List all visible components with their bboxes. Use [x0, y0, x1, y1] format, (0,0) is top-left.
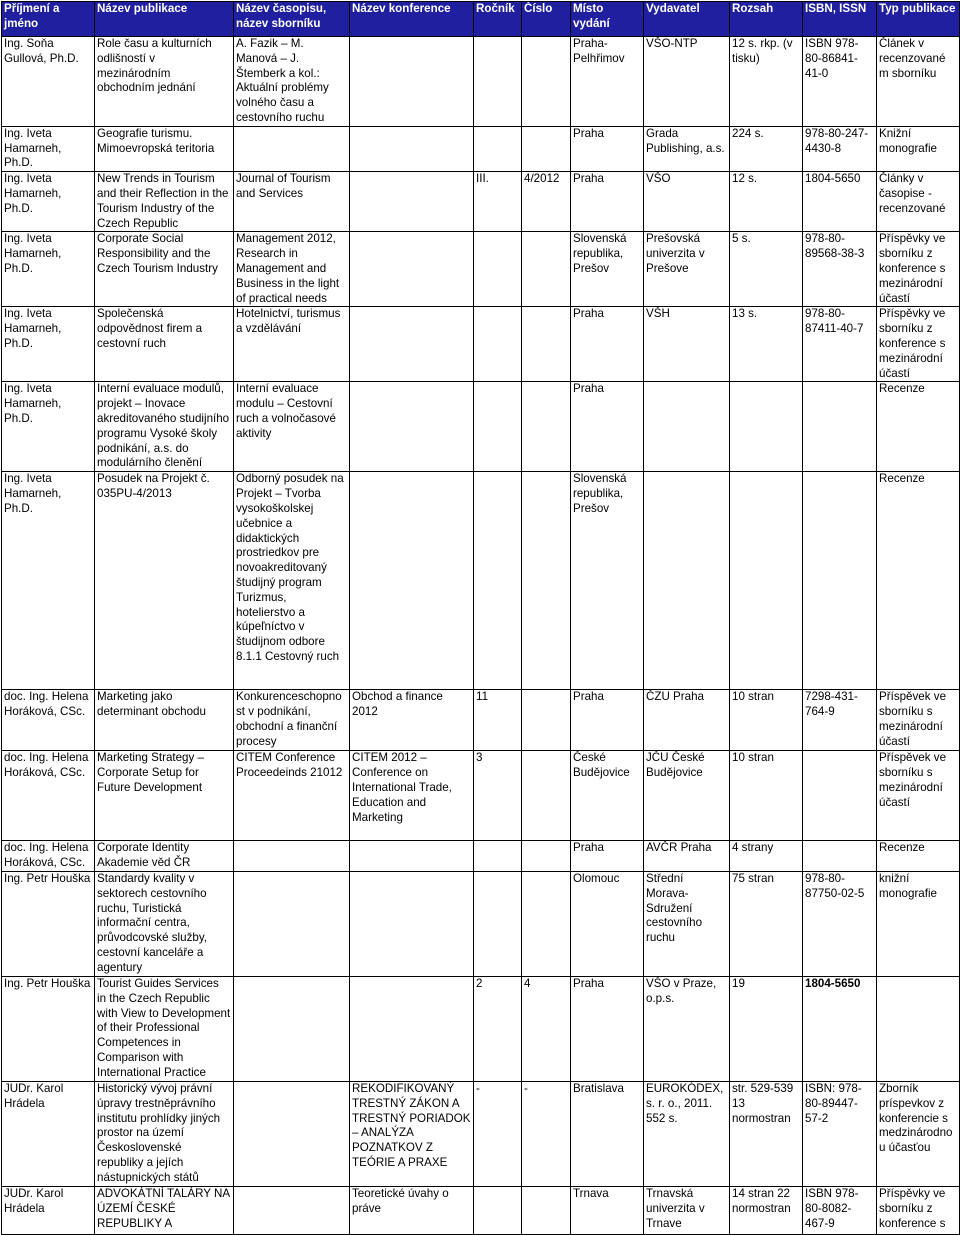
- cell-volume: [474, 1186, 522, 1234]
- cell-type: Recenze: [877, 472, 960, 690]
- cell-publisher: Střední Morava-Sdružení cestovního ruchu: [644, 871, 730, 976]
- cell-journal-title: [234, 841, 350, 872]
- cell-extent: 10 stran: [730, 751, 803, 841]
- cell-volume: [474, 472, 522, 690]
- header-volume: Ročník: [474, 2, 522, 37]
- cell-author: JUDr. Karol Hrádela: [2, 1186, 95, 1234]
- cell-journal-title: Odborný posudek na Projekt – Tvorba vysokoškolskej učebnice a didaktických prostriedkov pre novoakreditovaný študijný program Turizmus, hotelierstvo a kúpeľníctvo v študijnom odbore 8.1.1 Cestovný ruch: [234, 472, 350, 690]
- cell-isbn: ISBN: 978-80-89447-57-2: [803, 1081, 877, 1186]
- cell-journal-title: Konkurenceschopnost v podnikání, obchodní a finanční procesy: [234, 690, 350, 751]
- header-extent: Rozsah: [730, 2, 803, 37]
- cell-publication-title: Marketing Strategy – Corporate Setup for Future Development: [95, 751, 234, 841]
- cell-author: Ing. Soňa Gullová, Ph.D.: [2, 37, 95, 127]
- cell-isbn: ISBN 978-80-8082-467-9: [803, 1186, 877, 1234]
- cell-conference: [350, 871, 474, 976]
- cell-extent: 12 s. rkp. (v tisku): [730, 37, 803, 127]
- cell-publication-title: ADVOKÁTNÍ TALÁRY NA ÚZEMÍ ČESKÉ REPUBLIKY A: [95, 1186, 234, 1234]
- header-publication-title: Název publikace: [95, 2, 234, 37]
- cell-isbn: [803, 751, 877, 841]
- table-row: [2, 871, 960, 976]
- cell-type: Příspěvek ve sborníku s mezinárodní účastí: [877, 690, 960, 751]
- cell-extent: 75 stran: [730, 871, 803, 976]
- cell-place: Praha: [571, 307, 644, 382]
- cell-isbn: [803, 472, 877, 690]
- cell-extent: 13 s.: [730, 307, 803, 382]
- cell-publication-title: Historický vývoj právní úpravy trestněprávního institutu prohlídky jiných prostor na území Československé republiky a jejích nástupnických států: [95, 1081, 234, 1186]
- cell-publication-title: Corporate Social Responsibility and the Czech Tourism Industry: [95, 232, 234, 307]
- cell-place: Bratislava: [571, 1081, 644, 1186]
- cell-journal-title: [234, 976, 350, 1081]
- cell-journal-title: Journal of Tourism and Services: [234, 172, 350, 232]
- cell-journal-title: [234, 1186, 350, 1234]
- cell-extent: [730, 382, 803, 472]
- cell-publisher: VŠH: [644, 307, 730, 382]
- cell-volume: -: [474, 1081, 522, 1186]
- cell-place: Praha: [571, 126, 644, 171]
- cell-issue: [522, 841, 571, 872]
- cell-extent: str. 529-539 13 normostran: [730, 1081, 803, 1186]
- cell-place: Praha: [571, 976, 644, 1081]
- cell-conference: [350, 307, 474, 382]
- cell-publication-title: New Trends in Tourism and their Reflection in the Tourism Industry of the Czech Republic: [95, 172, 234, 232]
- cell-type: Článek v recenzované m sborníku: [877, 37, 960, 127]
- table-row: [2, 1186, 960, 1234]
- cell-isbn: ISBN 978-80-86841-41-0: [803, 37, 877, 127]
- header-type: Typ publikace: [877, 2, 960, 37]
- cell-publication-title: Geografie turismu. Mimoevropská teritoria: [95, 126, 234, 171]
- cell-extent: [730, 472, 803, 690]
- cell-author: Ing. Iveta Hamarneh, Ph.D.: [2, 126, 95, 171]
- cell-publisher: VŠO v Praze, o.p.s.: [644, 976, 730, 1081]
- cell-extent: 14 stran 22 normostran: [730, 1186, 803, 1234]
- cell-type: Zborník príspevkov z konferencie s medzinárodno u účasťou: [877, 1081, 960, 1186]
- cell-publication-title: Corporate Identity Akademie věd ČR: [95, 841, 234, 872]
- cell-extent: 5 s.: [730, 232, 803, 307]
- table-row: [2, 472, 960, 690]
- cell-type: Knižní monografie: [877, 126, 960, 171]
- cell-author: Ing. Iveta Hamarneh, Ph.D.: [2, 172, 95, 232]
- cell-author: doc. Ing. Helena Horáková, CSc.: [2, 841, 95, 872]
- cell-publication-title: Interní evaluace modulů, projekt – Inovace akreditovaného studijního programu Vysoké školy podnikání, a.s. do modulárního členění: [95, 382, 234, 472]
- cell-issue: -: [522, 1081, 571, 1186]
- cell-conference: [350, 841, 474, 872]
- cell-issue: [522, 690, 571, 751]
- cell-type: Články v časopise - recenzované: [877, 172, 960, 232]
- cell-conference: [350, 976, 474, 1081]
- cell-extent: 10 stran: [730, 690, 803, 751]
- cell-extent: 224 s.: [730, 126, 803, 171]
- publications-table: [1, 1, 960, 1235]
- cell-place: Slovenská republika, Prešov: [571, 232, 644, 307]
- cell-issue: 4/2012: [522, 172, 571, 232]
- cell-type: Příspěvky ve sborníku z konference s mezinárodní účastí: [877, 307, 960, 382]
- header-isbn: ISBN, ISSN: [803, 2, 877, 37]
- cell-issue: [522, 232, 571, 307]
- cell-issue: [522, 37, 571, 127]
- cell-conference: CITEM 2012 – Conference on International Trade, Education and Marketing: [350, 751, 474, 841]
- cell-journal-title: [234, 871, 350, 976]
- cell-volume: [474, 126, 522, 171]
- cell-publisher: AVČR Praha: [644, 841, 730, 872]
- cell-volume: [474, 871, 522, 976]
- cell-publisher: EUROKÓDEX, s. r. o., 2011. 552 s.: [644, 1081, 730, 1186]
- cell-extent: 4 strany: [730, 841, 803, 872]
- cell-publisher: ČZU Praha: [644, 690, 730, 751]
- cell-place: Praha: [571, 382, 644, 472]
- cell-place: České Budějovice: [571, 751, 644, 841]
- cell-author: Ing. Iveta Hamarneh, Ph.D.: [2, 232, 95, 307]
- header-publisher: Vydavatel: [644, 2, 730, 37]
- cell-place: Olomouc: [571, 871, 644, 976]
- cell-publisher: JČU České Budějovice: [644, 751, 730, 841]
- cell-author: Ing. Petr Houška: [2, 976, 95, 1081]
- cell-journal-title: Interní evaluace modulu – Cestovní ruch a volnočasové aktivity: [234, 382, 350, 472]
- cell-publisher: Prešovská univerzita v Prešove: [644, 232, 730, 307]
- table-row: [2, 126, 960, 171]
- cell-extent: 12 s.: [730, 172, 803, 232]
- cell-publication-title: Společenská odpovědnost firem a cestovní ruch: [95, 307, 234, 382]
- header-row: [2, 2, 960, 37]
- table-row: [2, 172, 960, 232]
- cell-isbn: 978-80-87411-40-7: [803, 307, 877, 382]
- cell-journal-title: CITEM Conference Proceedeinds 21012: [234, 751, 350, 841]
- cell-volume: [474, 841, 522, 872]
- cell-publication-title: Role času a kulturních odlišností v mezinárodním obchodním jednání: [95, 37, 234, 127]
- table-row: [2, 382, 960, 472]
- header-issue: Číslo: [522, 2, 571, 37]
- cell-volume: 11: [474, 690, 522, 751]
- cell-volume: III.: [474, 172, 522, 232]
- table-row: [2, 841, 960, 872]
- cell-place: Praha: [571, 690, 644, 751]
- cell-publisher: Trnavská univerzita v Trnave: [644, 1186, 730, 1234]
- cell-isbn: 978-80-89568-38-3: [803, 232, 877, 307]
- cell-volume: [474, 307, 522, 382]
- cell-author: Ing. Petr Houška: [2, 871, 95, 976]
- cell-journal-title: Management 2012, Research in Management and Business in the light of practical needs: [234, 232, 350, 307]
- cell-conference: [350, 232, 474, 307]
- cell-isbn: 978-80-247-4430-8: [803, 126, 877, 171]
- cell-author: Ing. Iveta Hamarneh, Ph.D.: [2, 472, 95, 690]
- cell-volume: [474, 382, 522, 472]
- header-conference: Název konference: [350, 2, 474, 37]
- cell-issue: [522, 307, 571, 382]
- cell-isbn: 1804-5650: [803, 976, 877, 1081]
- cell-conference: [350, 126, 474, 171]
- cell-place: Slovenská republika, Prešov: [571, 472, 644, 690]
- cell-place: Praha: [571, 841, 644, 872]
- cell-journal-title: [234, 1081, 350, 1186]
- cell-author: Ing. Iveta Hamarneh, Ph.D.: [2, 382, 95, 472]
- cell-isbn: 978-80-87750-02-5: [803, 871, 877, 976]
- cell-publisher: [644, 472, 730, 690]
- cell-journal-title: Hotelnictví, turismus a vzdělávání: [234, 307, 350, 382]
- cell-issue: [522, 751, 571, 841]
- cell-publisher: VŠO-NTP: [644, 37, 730, 127]
- table-row: [2, 232, 960, 307]
- cell-publication-title: Posudek na Projekt č. 035PU-4/2013: [95, 472, 234, 690]
- cell-publisher: Grada Publishing, a.s.: [644, 126, 730, 171]
- cell-isbn: [803, 382, 877, 472]
- cell-type: Příspěvky ve sborníku z konference s: [877, 1186, 960, 1234]
- cell-isbn: 1804-5650: [803, 172, 877, 232]
- cell-author: Ing. Iveta Hamarneh, Ph.D.: [2, 307, 95, 382]
- cell-publication-title: Tourist Guides Services in the Czech Republic with View to Development of their Professional Competences in Comparison with International Practice: [95, 976, 234, 1081]
- cell-place: Praha: [571, 172, 644, 232]
- cell-publication-title: Standardy kvality v sektorech cestovního ruchu, Turistická informační centra, průvodcovské služby, cestovní kanceláře a agentury: [95, 871, 234, 976]
- header-place: Místo vydání: [571, 2, 644, 37]
- cell-author: JUDr. Karol Hrádela: [2, 1081, 95, 1186]
- cell-publisher: VŠO: [644, 172, 730, 232]
- table-row: [2, 37, 960, 127]
- cell-type: [877, 976, 960, 1081]
- cell-publication-title: Marketing jako determinant obchodu: [95, 690, 234, 751]
- table-row: [2, 307, 960, 382]
- cell-conference: [350, 382, 474, 472]
- cell-type: Recenze: [877, 841, 960, 872]
- header-journal-title: Název časopisu, název sborníku: [234, 2, 350, 37]
- cell-issue: [522, 126, 571, 171]
- cell-journal-title: [234, 126, 350, 171]
- cell-conference: [350, 37, 474, 127]
- cell-issue: [522, 1186, 571, 1234]
- cell-conference: REKODIFIKOVANÝ TRESTNÝ ZÁKON A TRESTNÝ PORIADOK – ANALÝZA POZNATKOV Z TEÓRIE A PRAXE: [350, 1081, 474, 1186]
- cell-isbn: 7298-431-764-9: [803, 690, 877, 751]
- cell-place: Trnava: [571, 1186, 644, 1234]
- cell-isbn: [803, 841, 877, 872]
- cell-type: knižní monografie: [877, 871, 960, 976]
- table-row: [2, 976, 960, 1081]
- cell-conference: [350, 472, 474, 690]
- table-row: [2, 690, 960, 751]
- cell-volume: [474, 232, 522, 307]
- cell-issue: [522, 472, 571, 690]
- cell-conference: Teoretické úvahy o práve: [350, 1186, 474, 1234]
- cell-conference: Obchod a finance 2012: [350, 690, 474, 751]
- header-author: Příjmení a jméno: [2, 2, 95, 37]
- cell-volume: 2: [474, 976, 522, 1081]
- cell-place: Praha-Pelhřimov: [571, 37, 644, 127]
- cell-volume: [474, 37, 522, 127]
- cell-issue: 4: [522, 976, 571, 1081]
- cell-conference: [350, 172, 474, 232]
- cell-author: doc. Ing. Helena Horáková, CSc.: [2, 751, 95, 841]
- cell-journal-title: A. Fazik – M. Manová – J. Štemberk a kol.: Aktuální problémy volného času a cestovního ruchu: [234, 37, 350, 127]
- cell-type: Recenze: [877, 382, 960, 472]
- table-row: [2, 1081, 960, 1186]
- cell-publisher: [644, 382, 730, 472]
- cell-extent: 19: [730, 976, 803, 1081]
- cell-author: doc. Ing. Helena Horáková, CSc.: [2, 690, 95, 751]
- cell-type: Příspěvky ve sborníku z konference s mezinárodní účastí: [877, 232, 960, 307]
- cell-issue: [522, 871, 571, 976]
- cell-issue: [522, 382, 571, 472]
- table-row: [2, 751, 960, 841]
- cell-type: Příspěvek ve sborníku s mezinárodní účastí: [877, 751, 960, 841]
- cell-volume: 3: [474, 751, 522, 841]
